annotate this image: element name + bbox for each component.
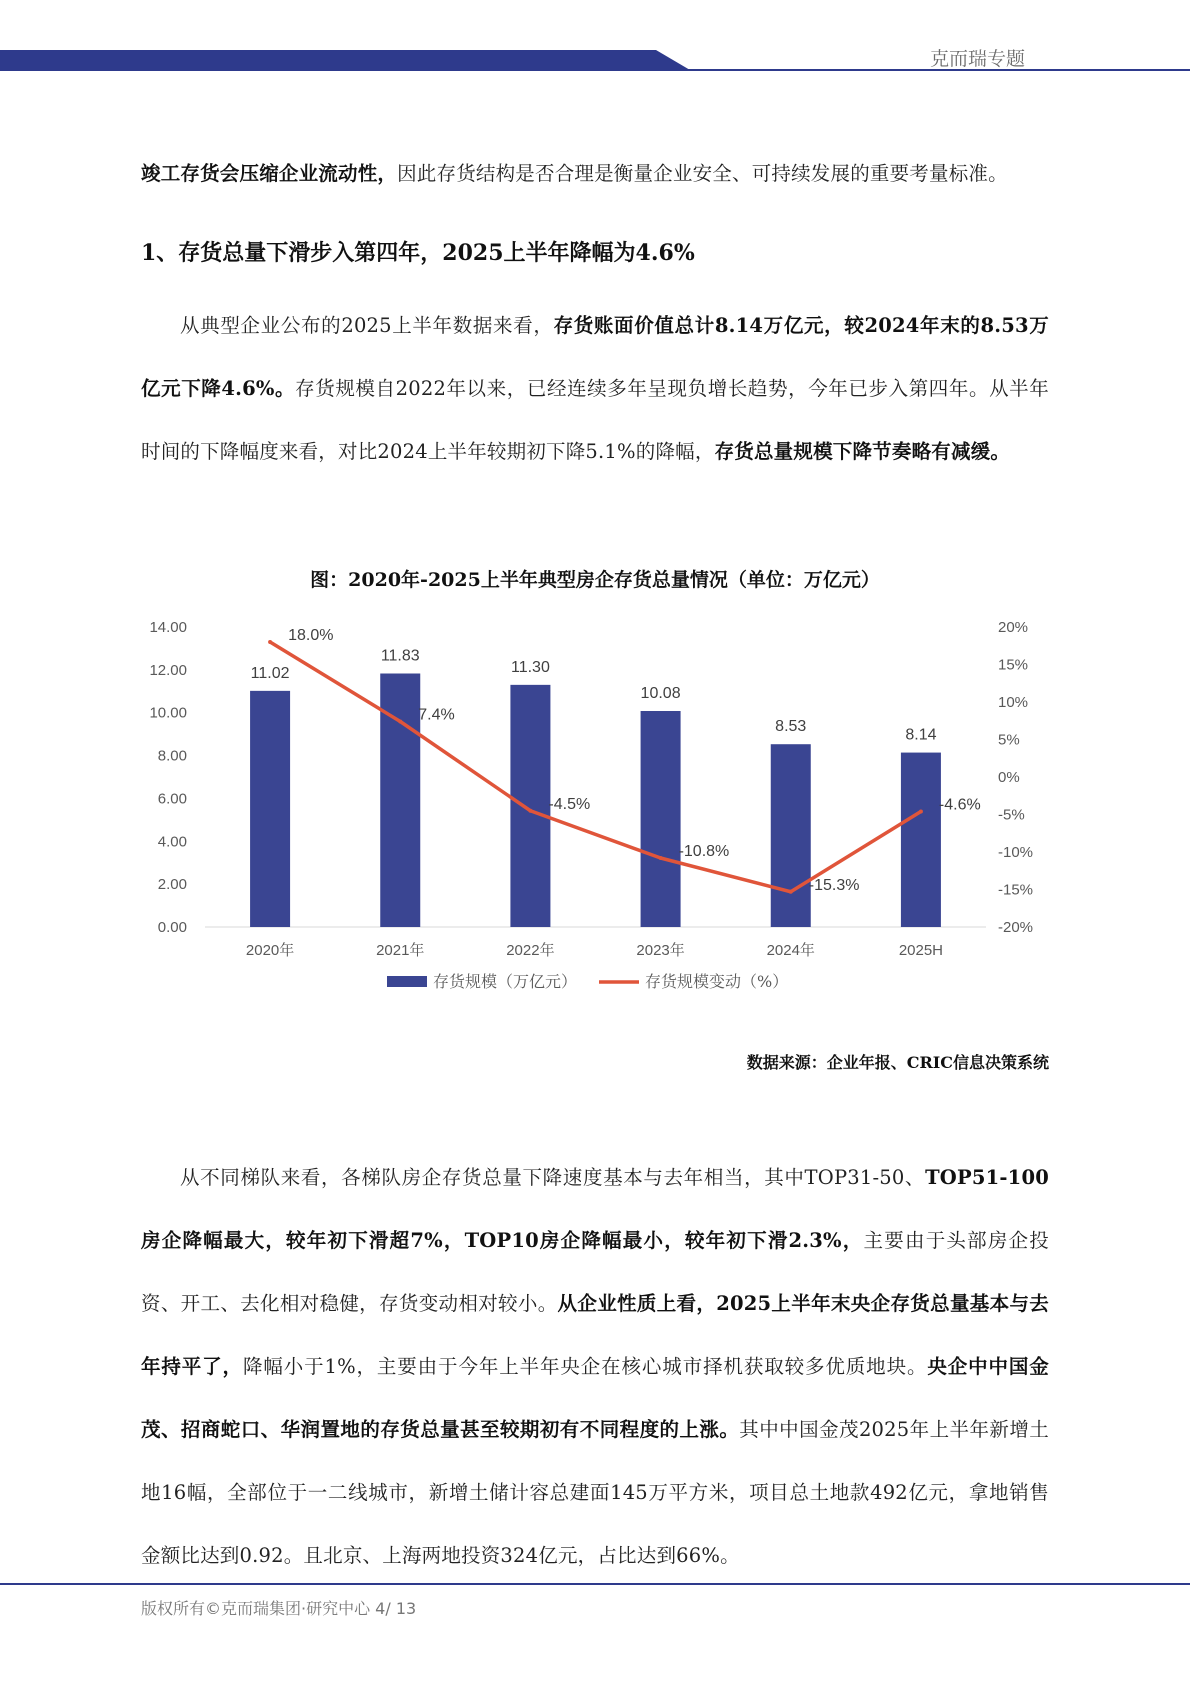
left-axis-tick: 12.00	[149, 661, 187, 679]
change-point-2	[528, 809, 532, 813]
right-axis-tick: -5%	[998, 806, 1025, 824]
legend-line-label: 存货规模变动（%）	[645, 972, 789, 991]
change-label: -10.8%	[678, 843, 730, 860]
left-axis-tick: 4.00	[157, 833, 187, 851]
right-axis-tick: -10%	[998, 844, 1034, 861]
change-line	[270, 642, 921, 892]
change-point-0	[268, 640, 272, 644]
inventory-chart	[141, 605, 1049, 1025]
bar-4	[771, 744, 811, 927]
data-source: 数据来源：企业年报、CRIC信息决策系统	[746, 1053, 1049, 1072]
change-point-1	[398, 720, 402, 724]
change-label: 7.4%	[418, 706, 455, 724]
category-label: 2024年	[766, 942, 815, 959]
bar-label: 11.30	[510, 658, 550, 676]
category-label: 2022年	[506, 942, 555, 959]
bar-2	[510, 685, 550, 927]
left-axis-tick: 2.00	[157, 876, 187, 894]
paragraph-tier-analysis: 从不同梯队来看，各梯队房企存货总量下降速度基本与去年相当，其中TOP31-50、TOP51-100房企降幅最大，较年初下滑超7%，TOP10房企降幅最小，较年初下滑2.3%，主要由于头部房企投资、开工、去化相对稳健，存货变动相对较小。从企业性质上看，2025上半年末央企存货总量基本与去年持平了，降幅小于1%，主要由于今年上半年央企在核心城市择机获取较多优质地块。央企中中国金茂、招商蛇口、华润置地的存货总量甚至较期初有不同程度的上涨。其中中国金茂2025年上半年新增土地16幅，全部位于一二线城市，新增土储计容总建面145万平方米，项目总土地款492亿元，拿地销售金额比达到0.92。且北京、上海两地投资324亿元，占比达到66%。	[141, 1166, 1049, 1567]
right-axis-tick: 20%	[998, 619, 1029, 636]
footer-rule	[0, 1583, 1190, 1585]
intro-paragraph: 竣工存货会压缩企业流动性，因此存货结构是否合理是衡量企业安全、可持续发展的重要考量标准。	[141, 162, 1008, 185]
category-label: 2025H	[898, 942, 944, 959]
right-axis-tick: -20%	[998, 919, 1034, 936]
left-axis-tick: 14.00	[149, 619, 187, 636]
change-point-4	[789, 890, 793, 894]
change-point-5	[919, 810, 923, 814]
bar-label: 10.08	[640, 685, 681, 702]
right-axis-tick: 0%	[998, 769, 1020, 786]
change-point-3	[659, 856, 663, 860]
bar-3	[641, 711, 681, 927]
right-axis-tick: 10%	[998, 694, 1029, 711]
change-label: -4.6%	[938, 796, 981, 814]
chart-title: 图：2020年-2025上半年典型房企存货总量情况（单位：万亿元）	[310, 569, 880, 591]
legend-bar-label: 存货规模（万亿元）	[433, 972, 578, 991]
category-label: 2020年	[245, 942, 295, 959]
left-axis-tick: 6.00	[157, 790, 187, 808]
category-label: 2021年	[376, 942, 425, 959]
footer-copyright: 版权所有©克而瑞集团·研究中心 4/ 13	[141, 1599, 417, 1618]
legend-bar-swatch	[387, 976, 427, 987]
section-heading: 1、存货总量下滑步入第四年，2025上半年降幅为4.6%	[141, 240, 695, 266]
bar-5	[901, 753, 941, 927]
bar-label: 11.83	[380, 647, 420, 665]
bar-label: 8.14	[905, 726, 937, 744]
left-axis-tick: 8.00	[157, 747, 187, 765]
right-axis-tick: 5%	[998, 731, 1020, 749]
paragraph-inventory-summary: 从典型企业公布的2025上半年数据来看，存货账面价值总计8.14万亿元，较2024年末的8.53万亿元下降4.6%。存货规模自2022年以来，已经连续多年呈现负增长趋势，今年已步入第四年。从半年时间的下降幅度来看，对比2024上半年较期初下降5.1%的降幅，存货总量规模下降节奏略有减缓。	[141, 314, 1049, 463]
bar-label: 11.02	[250, 664, 290, 682]
left-axis-tick: 10.00	[149, 704, 187, 722]
change-label: -15.3%	[808, 876, 860, 894]
bar-label: 8.53	[775, 718, 807, 736]
category-label: 2023年	[636, 942, 685, 959]
change-label: 18.0%	[288, 627, 334, 644]
left-axis-tick: 0.00	[157, 919, 187, 936]
change-label: -4.5%	[548, 795, 591, 813]
right-axis-tick: -15%	[998, 881, 1034, 899]
right-axis-tick: 15%	[998, 656, 1029, 674]
bar-0	[250, 691, 290, 927]
header-title: 克而瑞专题	[929, 48, 1025, 70]
